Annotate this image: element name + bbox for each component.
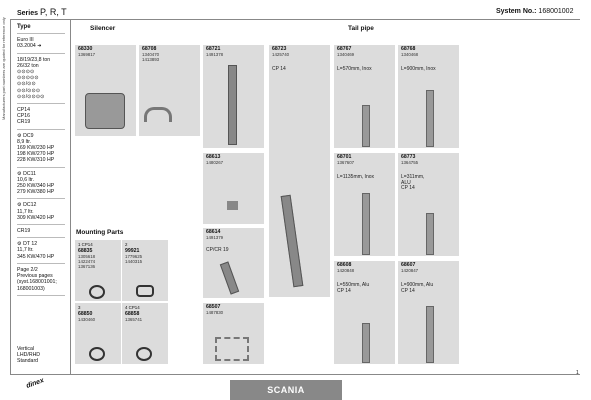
arrow-right-icon: ➜: [37, 43, 42, 50]
engine-icon: ⚙: [17, 202, 22, 209]
bottom-rule: [10, 374, 580, 375]
tailpipe-illustration: [362, 323, 370, 363]
clamp-ring-icon: [89, 285, 105, 299]
clamp-ring-icon: [136, 347, 152, 361]
axle-icon-row-5: ⊙⊙/⊙⊙⊙⊙: [17, 93, 45, 100]
clamp-illustration: [215, 337, 249, 361]
axle-icon-row-3: ⊙⊙/⊙⊙: [17, 81, 36, 88]
tailpipe-illustration: [362, 193, 370, 255]
brand-banner: [230, 380, 342, 400]
bent-pipe-illustration: [220, 261, 239, 294]
engine-dc9: ⚙ DC9 8,9 ltr. 169 KW/230 HP 198 KW/270 HP 228 KW/310 HP: [17, 132, 55, 164]
page-indicator: Page 2/2: [17, 266, 38, 273]
prev-pages: (syst.168001001;: [17, 279, 57, 286]
series-label: Series: [17, 10, 39, 17]
mount-card-68850[interactable]: 3 68850 1430460: [75, 303, 121, 364]
part-card-68767[interactable]: 68767 1340469 L=570mm, Inox: [334, 45, 395, 148]
mounting-title: Mounting Parts: [76, 229, 124, 236]
weights-2: 26/32 ton: [17, 62, 39, 69]
cp-item: CP14: [17, 107, 30, 114]
tailpipe-illustration: [426, 306, 434, 363]
pipe-illustration: [228, 65, 237, 145]
part-card-68330[interactable]: 68330 1369817: [75, 45, 136, 136]
weights-1: 18/19/23,8 ton: [17, 56, 51, 63]
part-card-68701[interactable]: 68701 1367607 L=1135mm, Inox: [334, 153, 395, 256]
cp-item: CP16: [17, 113, 30, 120]
long-pipe-illustration: [281, 195, 304, 287]
engine-dc12: ⚙ DC12 11,7 ltr. 309 KW/420 HP: [17, 202, 55, 221]
part-card-68723[interactable]: 68723 1425740 CP 14: [269, 45, 330, 297]
mount-card-99921[interactable]: 2 99921 1779625 1440315: [122, 240, 168, 301]
bracket-icon: [136, 285, 154, 297]
axle-icon-row-4: ⊙⊙/⊙⊙⊙: [17, 87, 41, 94]
reference-note: Manufacturers part numbers are quoted for reference only: [1, 17, 6, 120]
top-rule: [10, 19, 580, 20]
side-info: [17, 24, 69, 299]
orientation-info: Vertical LHD/RHD Standard: [17, 346, 41, 365]
mount-card-68858[interactable]: 4 CP14 68858 1365741: [122, 303, 168, 364]
date-value: 03.2004: [17, 43, 36, 50]
part-card-68768[interactable]: 68768 1340468 L=900mm, Inox: [398, 45, 459, 148]
page-number: 1: [576, 370, 579, 376]
axle-icon-row-2: ⊙⊙⊙⊙⊙: [17, 75, 39, 82]
cp-item: CR19: [17, 119, 31, 126]
engine-icon: ⚙: [17, 132, 22, 139]
tailpipe-illustration: [426, 213, 434, 255]
tailpipe-illustration: [362, 105, 370, 147]
part-card-68614[interactable]: 68614 1491379 CP/CR 19: [203, 228, 264, 298]
silencer-box-illustration: [85, 93, 125, 129]
part-card-68608[interactable]: 68608 1420848 L=550mm, Alu CP 14: [334, 261, 395, 364]
engine-icon: ⚙: [17, 170, 22, 177]
mount-card-68835[interactable]: 1 CP14 68835 1305618 1422474 1367136: [75, 240, 121, 301]
system-label: System No.:: [496, 8, 537, 15]
prev-pages: Previous pages: [17, 273, 53, 280]
side-divider: [70, 20, 71, 375]
tailpipe-title: Tail pipe: [348, 25, 374, 32]
left-border: [10, 20, 11, 375]
prev-pages: 168001003): [17, 285, 45, 292]
engine-dt12: ⚙ DT 12 11,7 ltr. 345 KW/470 HP: [17, 241, 55, 260]
axle-icon-row-1: ⊙⊙⊙⊙: [17, 69, 35, 76]
system-value: 168001002: [538, 8, 574, 15]
series-value: P, R, T: [39, 7, 67, 17]
tailpipe-illustration: [426, 90, 434, 147]
part-card-68613[interactable]: 68613 1480267: [203, 153, 264, 224]
part-card-68607[interactable]: 68607 1420847 L=900mm, Alu CP 14: [398, 261, 459, 364]
series-header: [17, 7, 67, 17]
type-label: Type: [17, 24, 31, 30]
clamp-illustration: [227, 201, 238, 210]
clamp-ring-icon: [89, 347, 105, 361]
euro-class: Euro III: [17, 37, 34, 44]
brand-name: SCANIA: [267, 385, 305, 395]
engine-dc11: ⚙ DC11 10,6 ltr. 250 KW/340 HP 279 KW/380 HP: [17, 170, 55, 196]
elbow-pipe-illustration: [144, 107, 172, 122]
part-card-68721[interactable]: 68721 1491378: [203, 45, 264, 148]
engine-cr19: CR19: [17, 228, 31, 235]
engine-icon: ⚙: [17, 241, 22, 248]
date-row: [17, 43, 69, 49]
dinex-logo: dinex: [25, 377, 45, 390]
part-card-68708[interactable]: 68708 1340470 1413893: [139, 45, 200, 136]
silencer-title: Silencer: [90, 25, 116, 32]
part-card-68507[interactable]: 68507 1487830: [203, 303, 264, 364]
system-header: [496, 8, 573, 15]
part-card-68773[interactable]: 68773 1364755 L=311mm, ALU CP 14: [398, 153, 459, 256]
